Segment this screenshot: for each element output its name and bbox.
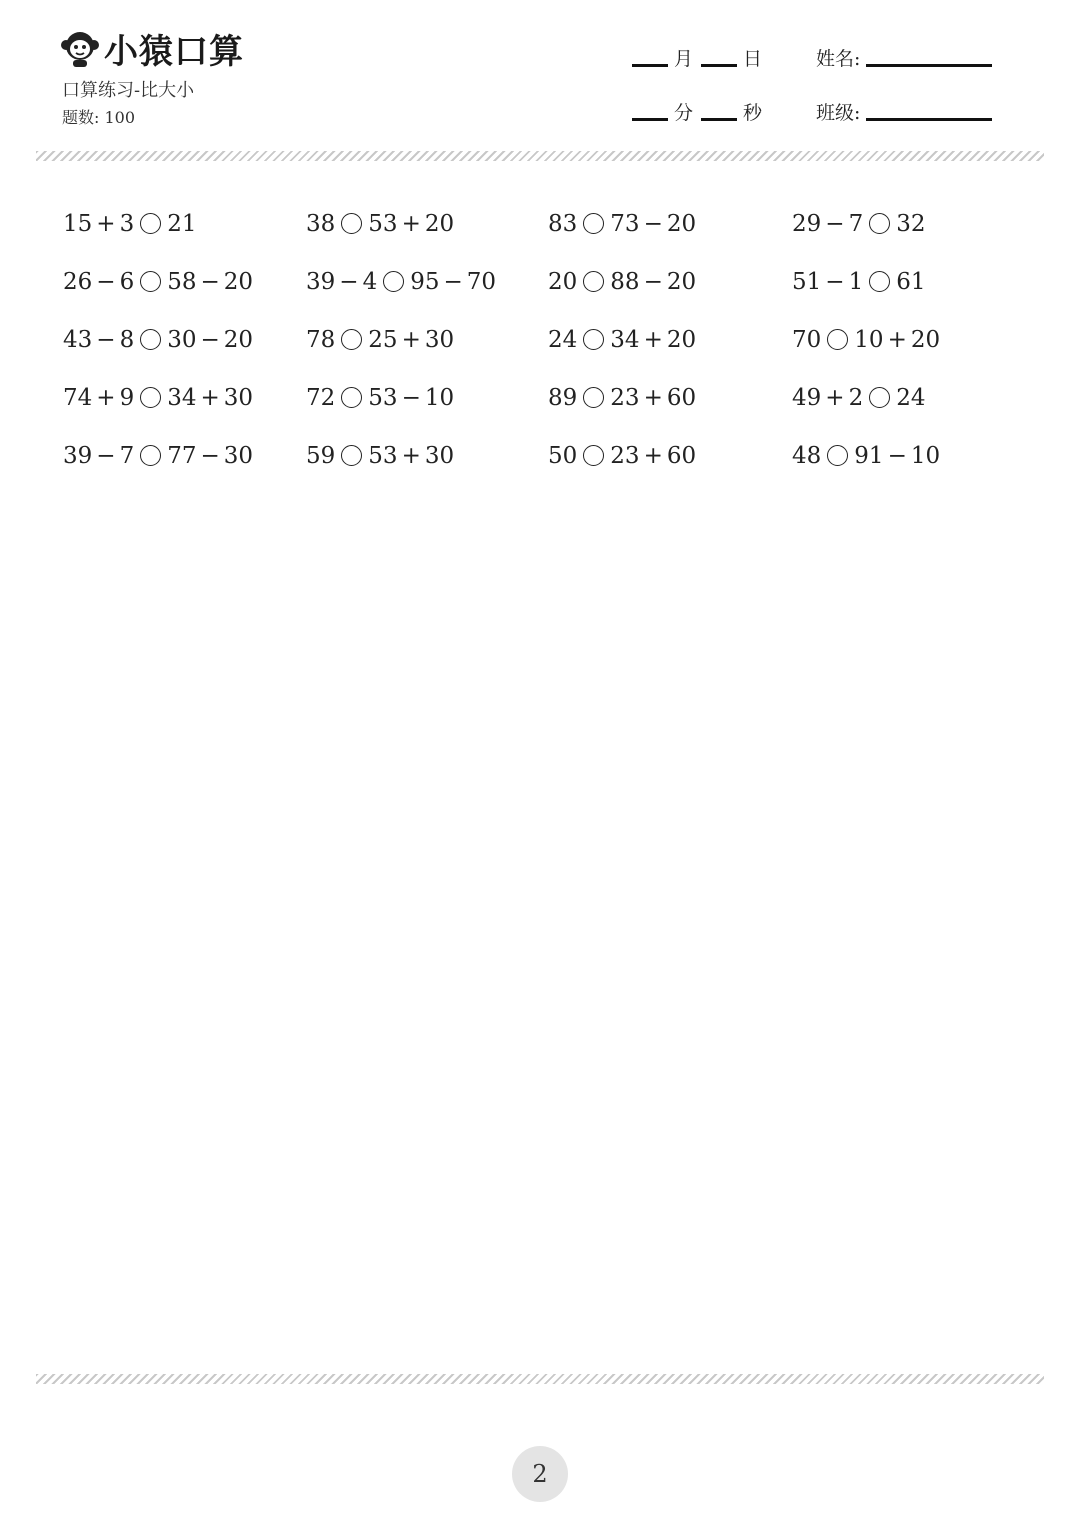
operand: 30 (424, 443, 455, 469)
operator: + (887, 327, 907, 353)
answer-circle[interactable] (583, 445, 604, 466)
operand: 23 (610, 443, 640, 469)
operand: 10 (424, 385, 455, 411)
problem-item (306, 211, 454, 237)
operand: 78 (306, 327, 336, 353)
operand: 34 (610, 327, 640, 353)
operand: 50 (548, 443, 578, 469)
problem-item (63, 211, 196, 237)
operand: 60 (666, 385, 697, 411)
operator: − (200, 327, 220, 353)
class-label: 班级: (816, 102, 861, 124)
operand: 58 (167, 269, 197, 295)
problem-item (306, 327, 454, 353)
answer-circle[interactable] (341, 213, 362, 234)
day-blank[interactable] (701, 64, 737, 67)
operand: 77 (167, 443, 197, 469)
operand: 29 (792, 211, 822, 237)
answer-circle[interactable] (583, 387, 604, 408)
answer-circle[interactable] (869, 271, 890, 292)
day-label: 日 (743, 48, 763, 70)
second-label: 秒 (743, 102, 763, 124)
operand: 60 (666, 443, 697, 469)
operand: 53 (368, 385, 398, 411)
operator: − (825, 211, 845, 237)
answer-circle[interactable] (383, 271, 404, 292)
problem-item (792, 327, 940, 353)
answer-circle[interactable] (140, 329, 161, 350)
operand: 24 (548, 327, 578, 353)
operand: 7 (848, 211, 864, 237)
bottom-divider (36, 1374, 1044, 1384)
time-class-row (632, 98, 992, 125)
operand: 83 (548, 211, 578, 237)
answer-circle[interactable] (583, 329, 604, 350)
operand: 1 (848, 269, 864, 295)
month-blank[interactable] (632, 64, 668, 67)
operator: − (643, 269, 663, 295)
answer-circle[interactable] (341, 445, 362, 466)
operand: 20 (666, 327, 697, 353)
operand: 73 (610, 211, 640, 237)
operand: 25 (368, 327, 398, 353)
operator: − (200, 443, 220, 469)
operator: + (200, 385, 220, 411)
month-label: 月 (674, 48, 694, 70)
answer-circle[interactable] (140, 271, 161, 292)
operator: − (443, 269, 463, 295)
operand: 88 (610, 269, 640, 295)
operand: 20 (223, 327, 254, 353)
operand: 20 (666, 269, 697, 295)
operator: + (401, 211, 421, 237)
operand: 91 (854, 443, 884, 469)
operand: 89 (548, 385, 578, 411)
operand: 49 (792, 385, 822, 411)
problem-item (792, 269, 925, 295)
operator: − (96, 327, 116, 353)
operand: 72 (306, 385, 336, 411)
operator: − (643, 211, 663, 237)
problem-item (63, 269, 253, 295)
operator: − (96, 443, 116, 469)
problem-item (792, 385, 925, 411)
problem-item (792, 211, 925, 237)
operator: − (200, 269, 220, 295)
problem-item (548, 211, 696, 237)
class-blank[interactable] (866, 118, 992, 121)
date-name-row (632, 44, 992, 71)
operator: + (643, 385, 663, 411)
problem-item (306, 443, 454, 469)
monkey-icon (60, 28, 100, 68)
operand: 20 (910, 327, 941, 353)
problem-item (63, 443, 253, 469)
problem-item (63, 327, 253, 353)
operand: 9 (119, 385, 135, 411)
operator: + (96, 211, 116, 237)
operand: 20 (548, 269, 578, 295)
operator: − (339, 269, 359, 295)
answer-circle[interactable] (827, 445, 848, 466)
name-label: 姓名: (816, 48, 861, 70)
operand: 70 (466, 269, 497, 295)
operand: 10 (854, 327, 884, 353)
problem-item (548, 443, 696, 469)
operand: 24 (896, 385, 926, 411)
operator: + (96, 385, 116, 411)
operator: + (401, 443, 421, 469)
operator: + (825, 385, 845, 411)
answer-circle[interactable] (583, 213, 604, 234)
operand: 10 (910, 443, 941, 469)
worksheet-title: 口算练习-比大小 (62, 80, 195, 101)
problem-item (548, 385, 696, 411)
operand: 30 (424, 327, 455, 353)
problem-item (548, 269, 696, 295)
operator: − (401, 385, 421, 411)
operand: 39 (63, 443, 93, 469)
operand: 34 (167, 385, 197, 411)
name-blank[interactable] (866, 64, 992, 67)
answer-circle[interactable] (341, 329, 362, 350)
operand: 23 (610, 385, 640, 411)
answer-circle[interactable] (869, 387, 890, 408)
operand: 74 (63, 385, 93, 411)
answer-circle[interactable] (583, 271, 604, 292)
operand: 59 (306, 443, 336, 469)
second-blank[interactable] (701, 118, 737, 121)
operand: 61 (896, 269, 926, 295)
operand: 48 (792, 443, 822, 469)
minute-label: 分 (674, 102, 694, 124)
answer-circle[interactable] (341, 387, 362, 408)
operand: 20 (424, 211, 455, 237)
brand-logo (60, 26, 244, 70)
operand: 51 (792, 269, 822, 295)
answer-circle[interactable] (140, 445, 161, 466)
operand: 3 (119, 211, 135, 237)
brand-name: 小猿口算 (104, 31, 244, 72)
problem-item (306, 385, 454, 411)
operand: 6 (119, 269, 135, 295)
answer-circle[interactable] (869, 213, 890, 234)
operand: 95 (410, 269, 440, 295)
answer-circle[interactable] (827, 329, 848, 350)
problem-item (63, 385, 253, 411)
top-divider (36, 151, 1044, 161)
operand: 26 (63, 269, 93, 295)
operator: + (643, 443, 663, 469)
operand: 30 (167, 327, 197, 353)
operand: 2 (848, 385, 864, 411)
answer-circle[interactable] (140, 213, 161, 234)
problem-item (792, 443, 940, 469)
operand: 39 (306, 269, 336, 295)
operator: − (887, 443, 907, 469)
minute-blank[interactable] (632, 118, 668, 121)
operator: + (401, 327, 421, 353)
operand: 20 (223, 269, 254, 295)
operand: 15 (63, 211, 93, 237)
operand: 38 (306, 211, 336, 237)
operand: 4 (362, 269, 378, 295)
operand: 8 (119, 327, 135, 353)
operand: 21 (167, 211, 197, 237)
operand: 20 (666, 211, 697, 237)
operator: − (96, 269, 116, 295)
operator: + (643, 327, 663, 353)
question-count: 题数: 100 (62, 108, 136, 127)
operand: 30 (223, 443, 254, 469)
page-number: 2 (512, 1446, 568, 1502)
operand: 70 (792, 327, 822, 353)
operand: 32 (896, 211, 926, 237)
operand: 30 (223, 385, 254, 411)
problem-item (306, 269, 496, 295)
operand: 53 (368, 211, 398, 237)
answer-circle[interactable] (140, 387, 161, 408)
problem-item (548, 327, 696, 353)
operand: 43 (63, 327, 93, 353)
operand: 53 (368, 443, 398, 469)
operand: 7 (119, 443, 135, 469)
operator: − (825, 269, 845, 295)
